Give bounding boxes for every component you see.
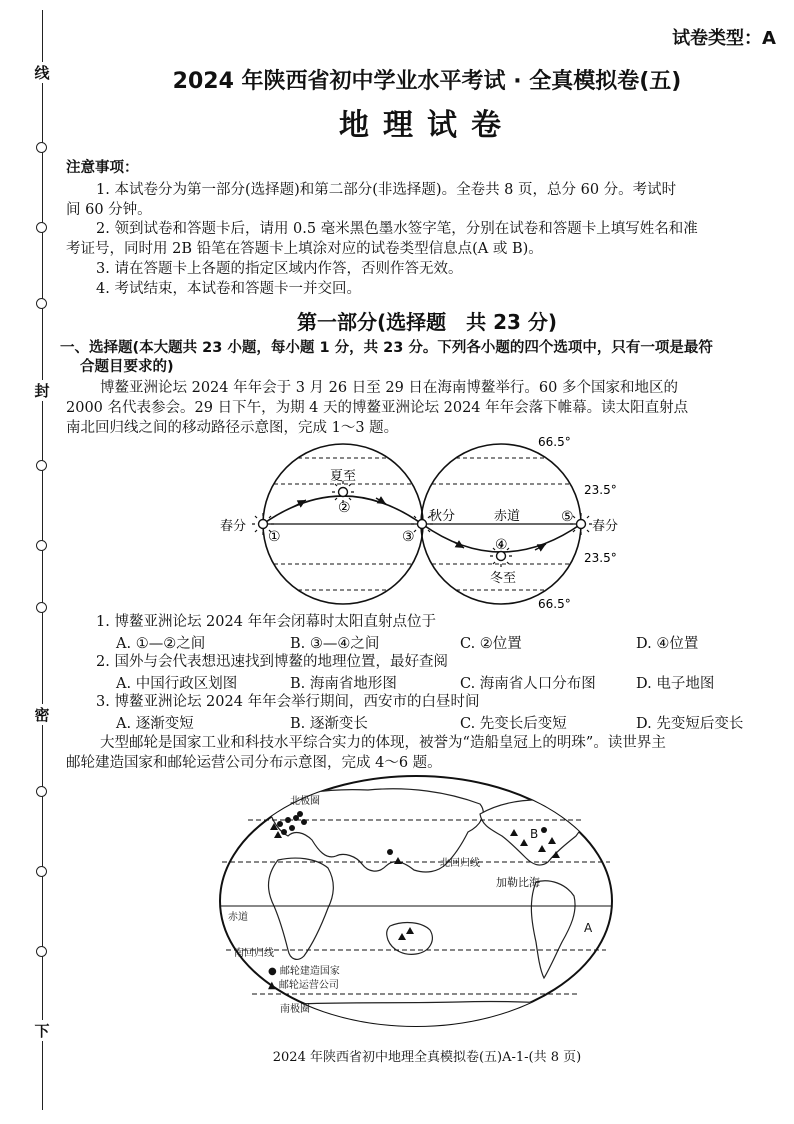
sun-path-diagram [210,430,650,612]
binding-circle [36,540,47,551]
page-footer: 2024 年陕西省初中地理全真模拟卷(五)A-1-(共 8 页) [272,1050,582,1065]
question-option: D. 电子地图 [636,676,715,692]
lat-label: 66.5° [538,597,571,611]
binding-char-xian: 线 [32,62,52,83]
notice-line: 2. 领到试卷和答题卡后，请用 0.5 毫米黑色墨水签字笔，分别在试卷和答题卡上填写姓名和准 [96,221,698,237]
lat-label: 23.5° [584,483,617,497]
question-option: B. 海南省地形图 [290,676,397,692]
binding-char-mi: 密 [32,704,52,725]
subject-title: 地理试卷 [339,108,515,143]
notice-line: 3. 请在答题卡上各题的指定区域内作答，否则作答无效。 [96,261,463,277]
notice-line: 1. 本试卷分为第一部分(选择题)和第二部分(非选择题)。全卷共 8 页，总分 60 分。考试时 [96,182,677,198]
passage1-line: 南北回归线之间的移动路径示意图，完成 1～3 题。 [66,420,399,436]
notice-heading: 注意事项： [66,160,139,176]
question-option: B. 逐渐变长 [290,716,368,732]
binding-margin [0,0,52,1124]
autumn-label: 秋分 [429,509,456,524]
binding-circle [36,866,47,877]
passage1-line: 2000 名代表参会。29 日下午，为期 4 天的博鳌亚洲论坛 2024 年年会落下帷幕。读太阳直射点 [66,400,689,416]
question-option: A. ①—②之间 [116,636,206,652]
question-option: C. 先变长后变短 [460,716,567,732]
paper-type-label: 试卷类型：A [672,28,776,49]
question-option: A. 逐渐变短 [116,716,194,732]
question-option: D. 先变短后变长 [636,716,744,732]
marker-5: ⑤ [561,509,574,525]
marker-1: ① [268,529,281,545]
marker-3: ③ [402,529,415,545]
marker-4: ④ [495,537,508,553]
antarctic-label: 南极圈 [280,1004,310,1015]
question-option: C. ②位置 [460,636,522,652]
spring-right-label: 春分 [592,519,619,534]
binding-char-feng: 封 [32,380,52,401]
binding-circle [36,298,47,309]
binding-char-xia: 下 [32,1020,52,1041]
binding-circle [36,142,47,153]
binding-circle [36,222,47,233]
notice-line: 4. 考试结束，本试卷和答题卡一并交回。 [96,281,361,297]
binding-circle [36,460,47,471]
question-stem: 3. 博鳌亚洲论坛 2024 年年会举行期间，西安市的白昼时间 [96,694,480,710]
tropic-n-label: 北回归线 [440,858,480,869]
marker-2: ② [338,500,351,516]
part1-title: 第一部分(选择题 共 23 分) [296,310,558,334]
antarctica-shape [218,1001,614,1028]
caribbean-label: 加勒比海 [496,876,540,889]
passage2-line: 邮轮建造国家和邮轮运营公司分布示意图，完成 4～6 题。 [66,755,442,771]
question-option: A. 中国行政区划图 [116,676,238,692]
notice-line: 考证号，同时用 2B 铅笔在答题卡上填涂对应的试卷类型信息点(A 或 B)。 [66,241,543,257]
equator-label: 赤道 [494,509,521,524]
legend-build: ● 邮轮建造国家 [268,966,340,977]
map-equator-label: 赤道 [228,912,248,923]
notice-line: 间 60 分钟。 [66,202,152,218]
question-option: B. ③—④之间 [290,636,380,652]
exam-title: 2024 年陕西省初中学业水平考试 · 全真模拟卷(五) [172,69,682,94]
question-stem: 1. 博鳌亚洲论坛 2024 年年会闭幕时太阳直射点位于 [96,614,437,630]
section-instruction: 一、选择题(本大题共 23 小题，每小题 1 分，共 23 分。下列各小题的四个选项中，只有一项是最符 [60,340,713,356]
binding-circle [36,786,47,797]
binding-line [42,10,43,1110]
binding-circle [36,946,47,957]
spring-label: 春分 [220,519,247,534]
label-b: B [530,827,539,841]
passage1-line: 博鳌亚洲论坛 2024 年年会于 3 月 26 日至 29 日在海南博鳌举行。60 多个国家和地区的 [100,380,678,396]
question-option: C. 海南省人口分布图 [460,676,596,692]
world-map [218,774,614,1028]
question-option: D. ④位置 [636,636,699,652]
winter-label: 冬至 [490,571,517,586]
section-instruction: 合题目要求的) [80,359,174,375]
binding-circle [36,602,47,613]
summer-label: 夏至 [330,469,357,484]
lat-label: 66.5° [538,435,571,449]
tropic-s-label: 南回归线 [234,948,274,959]
passage2-line: 大型邮轮是国家工业和科技水平综合实力的体现，被誉为“造船皇冠上的明珠”。读世界主 [100,735,666,751]
label-a: A [584,921,593,935]
arctic-label: 北极圈 [290,796,320,807]
legend-operate: ▲ 邮轮运营公司 [268,980,339,991]
question-stem: 2. 国外与会代表想迅速找到博鳌的地理位置，最好查阅 [96,654,448,670]
lat-label: 23.5° [584,551,617,565]
